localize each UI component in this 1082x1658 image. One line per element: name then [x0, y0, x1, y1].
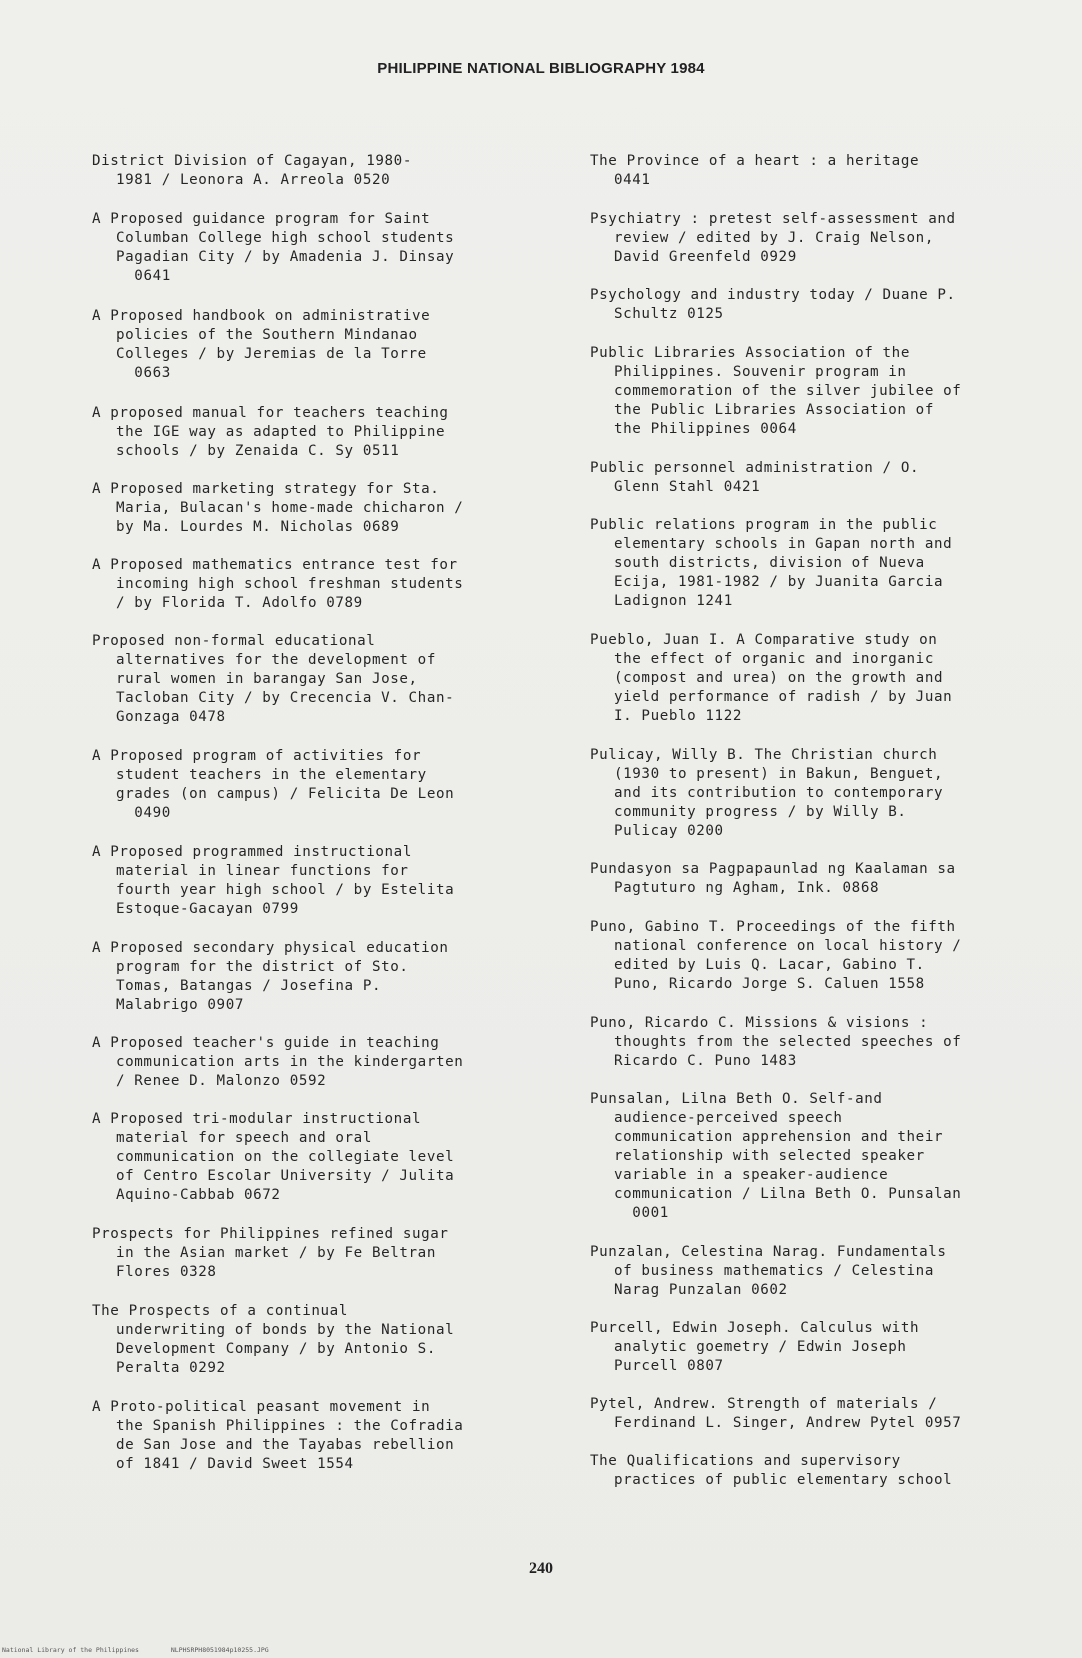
bibliography-entry: Public relations program in the public elementary schools in Gapan north and south districts, division of Nueva Ecija, 1981-1982 / by Juanita Garcia Ladignon 1241 — [590, 517, 953, 609]
bibliography-entry: The Province of a heart : a heritage 0441 — [590, 153, 920, 188]
bibliography-entry: A Proposed guidance program for Saint Columban College high school students Pagadian City / by Amadenia J. Dinsay 0641 — [92, 211, 455, 284]
bibliography-entry: Pundasyon sa Pagpapaunlad ng Kaalaman sa Pagtuturo ng Agham, Ink. 0868 — [590, 861, 956, 896]
bibliography-entry: A Proposed secondary physical education program for the district of Sto. Tomas, Batangas / Josefina P. Malabrigo 0907 — [92, 940, 449, 1013]
bibliography-entry: Public Libraries Association of the Philippines. Souvenir program in commemoration of the silver jubilee of the Public Libraries Association of the Philippines 0064 — [590, 345, 962, 437]
bibliography-entry: A Proposed program of activities for student teachers in the elementary grades (on campus) / Felicita De Leon 0490 — [92, 748, 455, 821]
page-number: 240 — [529, 1560, 553, 1577]
running-title: PHILIPPINE NATIONAL BIBLIOGRAPHY 1984 — [377, 60, 705, 77]
bibliography-entry: A Proposed mathematics entrance test for incoming high school freshman students / by Florida T. Adolfo 0789 — [92, 557, 464, 611]
bibliography-entry: Psychology and industry today / Duane P. Schultz 0125 — [590, 287, 956, 322]
bibliography-entry: A Proposed tri-modular instructional material for speech and oral communication on the collegiate level of Centro Escolar University / Julita Aquino-Cabbab 0672 — [92, 1111, 455, 1203]
bibliography-entry: Purcell, Edwin Joseph. Calculus with analytic goemetry / Edwin Joseph Purcell 0807 — [590, 1320, 920, 1374]
bibliography-entry: The Prospects of a continual underwriting of bonds by the National Development Company / by Antonio S. Peralta 0292 — [92, 1303, 455, 1376]
bibliography-entry: Psychiatry : pretest self-assessment and review / edited by J. Craig Nelson, David Greenfeld 0929 — [590, 211, 956, 265]
bibliography-entry: The Qualifications and supervisory practices of public elementary school — [590, 1453, 953, 1488]
bibliography-entry: Puno, Ricardo C. Missions & visions : thoughts from the selected speeches of Ricardo C. Puno 1483 — [590, 1015, 962, 1069]
bibliography-entry: A Proposed handbook on administrative policies of the Southern Mindanao Colleges / by Jeremias de la Torre 0663 — [92, 308, 431, 381]
footer-file-id: NLPHSRPH8051984p10255.JPG — [170, 1646, 269, 1654]
bibliography-entry: Prospects for Philippines refined sugar in the Asian market / by Fe Beltran Flores 0328 — [92, 1226, 449, 1280]
bibliography-entry: Punzalan, Celestina Narag. Fundamentals of business mathematics / Celestina Narag Punzalan 0602 — [590, 1244, 947, 1298]
footer-institution: National Library of the Philippines — [2, 1646, 139, 1654]
bibliography-entry: Pueblo, Juan I. A Comparative study on the effect of organic and inorganic (compost and urea) on the growth and yield performance of radish / by Juan I. Pueblo 1122 — [590, 632, 953, 724]
bibliography-entry: A Proposed marketing strategy for Sta. Maria, Bulacan's home-made chicharon / by Ma. Lourdes M. Nicholas 0689 — [92, 481, 464, 535]
bibliography-entry: A Proposed teacher's guide in teaching communication arts in the kindergarten / Renee D. Malonzo 0592 — [92, 1035, 464, 1089]
bibliography-entry: Public personnel administration / O. Glenn Stahl 0421 — [590, 460, 920, 495]
bibliography-entry: Pytel, Andrew. Strength of materials / Ferdinand L. Singer, Andrew Pytel 0957 — [590, 1396, 962, 1431]
bibliography-entry: A proposed manual for teachers teaching the IGE way as adapted to Philippine schools / by Zenaida C. Sy 0511 — [92, 405, 449, 459]
bibliography-entry: District Division of Cagayan, 1980- 1981 / Leonora A. Arreola 0520 — [92, 153, 412, 188]
bibliography-entry: Puno, Gabino T. Proceedings of the fifth national conference on local history / edited by Luis Q. Lacar, Gabino T. Puno, Ricardo Jorge S. Caluen 1558 — [590, 919, 962, 992]
bibliography-entry: A Proto-political peasant movement in the Spanish Philippines : the Cofradia de San Jose and the Tayabas rebellion of 1841 / David Sweet 1554 — [92, 1399, 464, 1472]
scan-footer — [2, 1646, 297, 1654]
bibliography-entry: Proposed non-formal educational alternatives for the development of rural women in barangay San Jose, Tacloban City / by Crecencia V. Chan- Gonzaga 0478 — [92, 633, 455, 725]
bibliography-entry: Pulicay, Willy B. The Christian church (1930 to present) in Bakun, Benguet, and its contribution to contemporary community progress / by Willy B. Pulicay 0200 — [590, 747, 944, 839]
bibliography-entry: A Proposed programmed instructional material in linear functions for fourth year high school / by Estelita Estoque-Gacayan 0799 — [92, 844, 455, 917]
bibliography-entry: Punsalan, Lilna Beth O. Self-and audience-perceived speech communication apprehension and their relationship with selected speaker variable in a speaker-audience communication / Lilna Beth O. Punsalan 0001 — [590, 1091, 962, 1221]
